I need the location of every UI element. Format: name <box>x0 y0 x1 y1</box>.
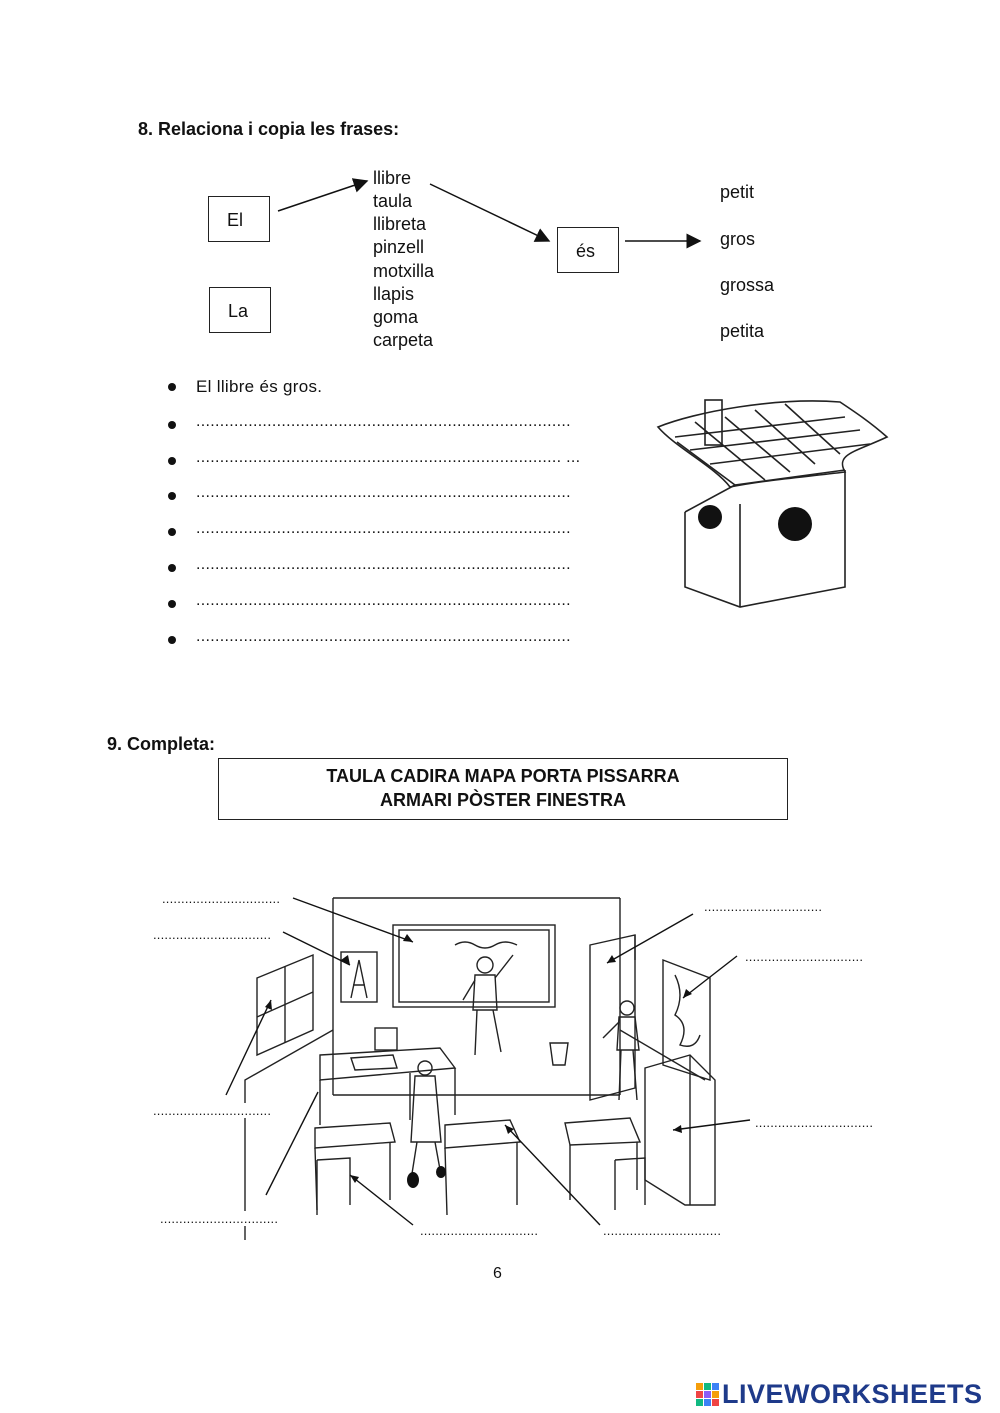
bullet-dot <box>168 383 176 391</box>
noun-item: taula <box>373 191 413 211</box>
classroom-blank[interactable]: ............................... <box>745 949 864 964</box>
classroom-blank[interactable]: ............................... <box>153 927 272 942</box>
page-number: 6 <box>493 1265 502 1282</box>
adjective-item: petit <box>720 182 755 202</box>
word-bank-line: ARMARI PÒSTER FINESTRA <box>379 790 626 810</box>
adjective-item: gros <box>720 229 756 249</box>
logo-grid-icon <box>696 1383 720 1407</box>
noun-item: motxilla <box>373 261 435 281</box>
noun-item: pinzell <box>373 237 425 257</box>
noun-item: carpeta <box>373 330 434 350</box>
answer-line[interactable]: ............................................................................... <box>196 628 571 645</box>
answer-line[interactable]: ............................................................................. ... <box>196 449 581 466</box>
liveworksheets-logo <box>696 1379 996 1409</box>
adjective-item: petita <box>720 321 765 341</box>
bullet-dot <box>168 492 176 500</box>
exercise-9-title: 9. Completa: <box>107 734 216 754</box>
arrow-el-to-llibre <box>278 181 367 211</box>
classroom-blank[interactable]: ............................... <box>420 1223 539 1238</box>
bullet-dot <box>168 528 176 536</box>
answer-line[interactable]: ............................................................................... <box>196 520 571 537</box>
bullet-dot <box>168 457 176 465</box>
word-bank-line: TAULA CADIRA MAPA PORTA PISSARRA <box>326 766 680 786</box>
house-illustration <box>655 392 895 612</box>
noun-item: llibreta <box>373 214 427 234</box>
word-bank <box>218 758 788 820</box>
answer-line[interactable]: ............................................................................... <box>196 592 571 609</box>
answer-line[interactable]: ............................................................................... <box>196 484 571 501</box>
arrow-llibre-to-es <box>430 184 549 241</box>
article-el: El <box>227 210 244 230</box>
classroom-blank[interactable]: ............................... <box>704 899 823 914</box>
exercise-8-title: 8. Relaciona i copia les frases: <box>138 119 400 139</box>
noun-item: llibre <box>373 168 412 188</box>
example-sentence: El llibre és gros. <box>196 377 323 396</box>
relation-arrows <box>0 0 1000 400</box>
bullet-dot <box>168 421 176 429</box>
classroom-blank[interactable]: ............................... <box>160 1211 279 1226</box>
bullet-dot <box>168 564 176 572</box>
bullet-dot <box>168 600 176 608</box>
answer-line[interactable]: ............................................................................... <box>196 413 571 430</box>
article-la: La <box>228 301 249 321</box>
classroom-blank[interactable]: ............................... <box>162 891 281 906</box>
noun-item: goma <box>373 307 419 327</box>
verb-es: és <box>576 241 596 261</box>
answer-line[interactable]: ............................................................................... <box>196 556 571 573</box>
classroom-blank[interactable]: ............................... <box>603 1223 722 1238</box>
brand-name: LIVEWORKSHEETS <box>722 1379 983 1409</box>
classroom-blank[interactable]: ............................... <box>755 1115 874 1130</box>
noun-item: llapis <box>373 284 415 304</box>
adjective-item: grossa <box>720 275 775 295</box>
bullet-dot <box>168 636 176 644</box>
classroom-blank[interactable]: ............................... <box>153 1103 272 1118</box>
